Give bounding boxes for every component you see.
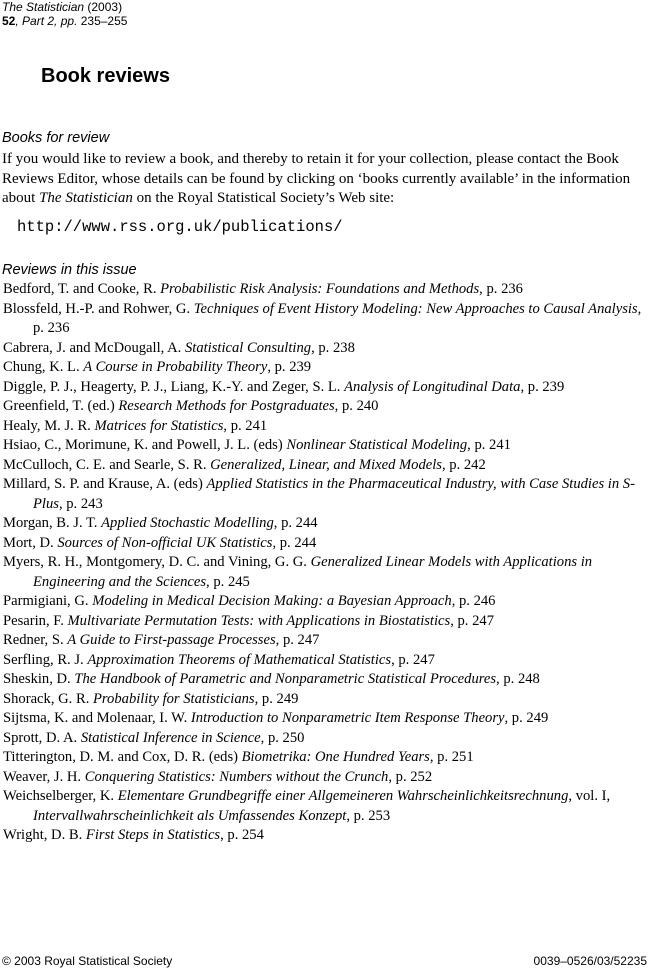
review-book-title: Generalized, Linear, and Mixed Models [210,456,442,473]
review-authors: Sheskin, D. [3,671,75,687]
review-authors: McCulloch, C. E. and Searle, S. R. [3,456,211,473]
review-book-title: Probability for Statisticians [93,690,255,707]
review-authors: Cabrera, J. and McDougall, A. [3,339,185,356]
page-title: Book reviews [41,65,170,87]
review-page-ref: , p. 244 [272,534,317,551]
reviews-in-issue-heading: Reviews in this issue [2,262,137,278]
review-authors: Weichselberger, K. [3,788,118,804]
review-authors: Chung, K. L. [3,359,84,375]
review-book-title: Applied Stochastic Modelling [101,515,274,531]
review-page-ref: , p. 246 [451,593,496,609]
review-page-ref: , p. 238 [311,339,355,356]
review-entry [3,456,648,476]
review-page-ref: , p. 239 [267,359,312,375]
review-page-ref: , p. 245 [206,573,250,590]
review-page-ref: , p. 240 [334,398,379,414]
part-label: , Part 2, [15,14,61,28]
page-range: 235–255 [77,14,128,28]
review-authors: Pesarin, F. [3,612,68,629]
review-entry [3,729,648,749]
review-entry [3,612,648,632]
review-book-title: Modeling in Medical Decision Making: a Bayesian Approach [92,593,452,609]
volume-line [2,14,127,28]
review-book-title: Statistical Consulting [184,339,312,356]
review-authors: Myers, R. H., Montgomery, D. C. and Vining, G. G. [3,554,311,570]
review-entry [3,670,648,690]
review-book-title: A Course in Probability Theory [83,359,268,375]
review-entry [3,768,648,788]
review-authors: Shorack, G. R. [3,690,93,707]
review-page-ref: , p. 252 [388,768,433,785]
review-authors: Mort, D. [3,534,58,551]
review-book-title: Probabilistic Risk Analysis: Foundations and Methods [160,281,480,297]
reviews-list [3,280,648,846]
journal-header [2,0,127,28]
copyright-notice: © 2003 Royal Statistical Society [2,954,173,968]
review-entry [3,417,648,437]
review-entry [3,787,648,826]
review-authors: Greenfield, T. (ed.) [3,398,119,414]
review-page-ref: , p. 247 [450,612,494,629]
review-page-ref: , p. 254 [220,827,264,843]
review-book-title: Sources of Non-official UK Statistics [57,534,273,551]
review-authors: Bedford, T. and Cooke, R. [3,281,161,297]
review-authors: Titterington, D. M. and Cox, D. R. (eds) [3,749,242,765]
review-entry [3,709,648,729]
review-authors: Diggle, P. J., Heagerty, P. J., Liang, K.-Y. and Zeger, S. L. [3,378,345,395]
review-book-title: The Handbook of Parametric and Nonparametric Statistical Procedures [74,671,497,687]
review-entry [3,280,648,300]
review-entry [3,436,648,456]
volume-number: 52 [2,14,16,28]
issn-code: 0039–0526/03/52235 [533,954,647,968]
review-page-ref: , p. 248 [496,671,540,687]
review-page-ref: , p. 249 [504,710,549,726]
pages-label: pp. [60,14,78,28]
review-entry [3,378,648,398]
review-page-ref: , p. 247 [391,651,435,668]
review-page-ref: , vol. I, [568,788,611,804]
review-book-title: A Guide to First-passage Processes [67,632,276,648]
review-page-ref: , p. 242 [441,456,486,473]
review-page-ref: , p. 249 [254,690,299,707]
review-entry [3,300,648,339]
review-book-title: Conquering Statistics: Numbers without the Crunch [84,768,389,785]
review-book-title: Biometrika: One Hundred Years [241,749,430,765]
review-page-ref: , p. 244 [273,515,318,531]
review-entry [3,651,648,671]
review-authors: Blossfeld, H.-P. and Rohwer, G. [3,300,194,317]
review-page-ref: , p. 239 [520,378,565,395]
review-book-title: Statistical Inference in Science [80,729,261,746]
review-book-title: Approximation Theorems of Mathematical Statistics [87,651,392,668]
review-page-ref: , p. 250 [260,729,305,746]
review-authors: Sprott, D. A. [3,729,81,746]
review-authors: Redner, S. [3,632,68,648]
journal-name: The Statistician [2,0,85,14]
review-entry [3,397,648,417]
review-page-ref: , p. 241 [467,437,511,453]
review-authors: Serfling, R. J. [3,651,88,668]
review-authors: Parmigiani, G. [3,593,93,609]
journal-year: (2003) [87,0,123,14]
review-entry [3,553,648,592]
review-page-ref: , p. 251 [429,749,474,765]
review-entry [3,534,648,554]
review-book-title: Applied Statistics in the Pharmaceutical Industry, with Case Studies in S-Plus [33,476,635,512]
review-authors: Wright, D. B. [3,827,86,843]
review-book-title: Multivariate Permutation Tests: with Applications in Biostatistics [67,612,451,629]
review-entry [3,358,648,378]
review-book-title: Generalized Linear Models with Applications in Engineering and the Sciences [33,554,593,590]
books-for-review-text [2,150,650,209]
review-page-ref-2: , p. 253 [346,807,391,824]
review-entry [3,690,648,710]
review-page-ref: , p. 247 [275,632,320,648]
journal-citation-line [2,0,127,14]
review-book-subtitle: Intervallwahrscheinlichkeit als Umfassendes Konzept [33,807,347,824]
books-for-review-heading: Books for review [2,130,110,146]
review-book-title: Techniques of Event History Modeling: New Approaches to Causal Analysis [193,300,638,317]
review-entry [3,514,648,534]
review-page-ref: , p. 241 [223,417,268,434]
review-page-ref: , p. 236 [33,300,642,336]
review-authors: Healy, M. J. R. [3,417,95,434]
journal-reference: The Statistician [39,190,133,206]
review-book-title: Elementare Grundbegriffe einer Allgemeineren Wahrscheinlichkeitsrechnung [117,788,569,804]
review-book-title: First Steps in Statistics [85,827,221,843]
review-entry [3,592,648,612]
review-entry [3,475,648,514]
review-authors: Hsiao, C., Morimune, K. and Powell, J. L. (eds) [3,437,287,453]
review-entry [3,339,648,359]
review-book-title: Nonlinear Statistical Modeling [286,437,468,453]
review-authors: Sijtsma, K. and Molenaar, I. W. [3,710,191,726]
review-book-title: Matrices for Statistics [94,417,224,434]
review-authors: Weaver, J. H. [3,768,85,785]
review-book-title: Introduction to Nonparametric Item Response Theory [190,710,505,726]
review-book-title: Research Methods for Postgraduates [118,398,335,414]
review-book-title: Analysis of Longitudinal Data [344,378,521,395]
review-page-ref: , p. 236 [479,281,523,297]
books-for-review-text-2: on the Royal Statistical Society’s Web site: [132,190,395,206]
review-authors: Millard, S. P. and Krause, A. (eds) [3,476,207,492]
review-entry [3,826,648,846]
review-authors: Morgan, B. J. T. [3,515,102,531]
review-entry [3,631,648,651]
review-page-ref: , p. 243 [58,495,103,512]
books-for-review-text-1: If you would like to review a book, and thereby to retain it for your collection, please contact the Book Reviews Editor, whose details can be found by clicking on ‘books currently available’ in the information about [2,151,631,206]
review-entry [3,748,648,768]
rss-publications-url[interactable]: http://www.rss.org.uk/publications/ [17,218,343,236]
